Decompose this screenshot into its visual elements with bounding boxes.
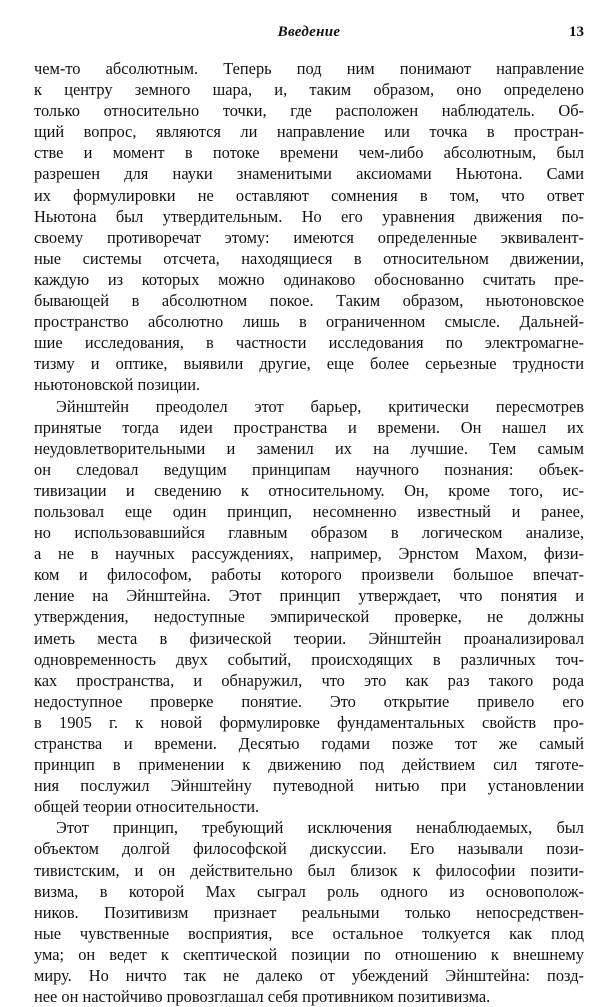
text-line: шие исследования, в частности исследования по электромагне- bbox=[34, 333, 584, 353]
text-line: бывающей в абсолютном покое. Таким образом, ньютоновское bbox=[34, 291, 584, 311]
text-line: нее он настойчиво провозглашал себя противником позитивизма. bbox=[34, 987, 491, 1007]
text-line: своему противоречат этому: имеются определенные эквивалент- bbox=[34, 227, 584, 247]
text-line: принцип в применении к движению под действием сил тяготе- bbox=[34, 755, 584, 775]
text-line: в 1905 г. к новой формулировке фундаментальных свойств про- bbox=[34, 712, 584, 732]
text-line: чем-то абсолютным. Теперь под ним понимают направление bbox=[34, 59, 584, 78]
text-line: миру. Но ничто так не далеко от убеждений Эйнштейна: позд- bbox=[34, 966, 584, 986]
text-line: ком и философом, работы которого произвели большое впечат- bbox=[34, 565, 584, 585]
text-line: щий вопрос, являются ли направление или точка в простран- bbox=[34, 122, 584, 142]
text-line: ках пространства, и обнаружил, что это как раз такого рода bbox=[34, 670, 584, 690]
text-line: ление на Эйнштейна. Этот принцип утверждает, что понятия и bbox=[34, 586, 584, 606]
text-line: Ньютона был утвердительным. Но его уравнения движения по- bbox=[34, 206, 584, 226]
text-line: но использовавшийся главным образом в логическом анализе, bbox=[34, 523, 584, 543]
text-line: ума; он ведет к скептической позиции по отношению к внешнему bbox=[34, 944, 584, 964]
text-line: недоступное проверке понятие. Это открытие привело его bbox=[34, 691, 584, 711]
text-line: странства и времени. Десятью годами позже тот же самый bbox=[34, 734, 584, 753]
text-line: визма, в которой Мах сыграл роль одного из основополож- bbox=[34, 881, 584, 901]
text-line: ников. Позитивизм признает реальными только непосредствен- bbox=[34, 902, 584, 922]
text-line: общей теории относительности. bbox=[34, 797, 260, 817]
text-line: только относительно точки, где расположен наблюдатель. Об- bbox=[34, 101, 584, 121]
text-line: объектом долгой философской дискуссии. Его называли пози- bbox=[34, 839, 584, 859]
text-line: одновременность двух событий, происходящих в различных точ- bbox=[34, 649, 584, 669]
text-line: к центру земного шара, и, таким образом, оно определено bbox=[34, 80, 584, 100]
page-number: 13 bbox=[569, 24, 584, 40]
text-line: их формулировки не оставляют сомнения в том, что ответ bbox=[34, 185, 584, 205]
text-line: тивистским, и он действительно был близок к философии позити- bbox=[34, 860, 584, 880]
text-line: Этот принцип, требующий исключения ненаблюдаемых, был bbox=[56, 818, 584, 838]
text-line: ньютоновской позиции. bbox=[34, 375, 201, 395]
text-line: принятые тогда идеи пространства и времени. Он нашел их bbox=[34, 417, 584, 437]
text-line: пользовал еще один принцип, несомненно известный и ранее, bbox=[34, 501, 584, 521]
text-line: иметь места в физической теории. Эйнштейн проанализировал bbox=[34, 628, 584, 648]
text-line: стве и момент в потоке времени чем-либо абсолютным, был bbox=[34, 143, 584, 163]
paragraph bbox=[34, 817, 584, 1007]
text-line: пространство абсолютно лишь в ограниченном смысле. Дальней- bbox=[34, 312, 584, 332]
text-line: ные системы отсчета, находящиеся в относительном движении, bbox=[34, 248, 584, 268]
body-text bbox=[34, 58, 584, 1007]
text-line: утверждения, недоступные эмпирической проверке, не должны bbox=[34, 607, 584, 627]
text-line: тизму и оптике, выявили другие, еще более серьезные трудности bbox=[34, 354, 584, 374]
text-line: каждую из которых можно одинаково обоснованно считать пре- bbox=[34, 269, 584, 289]
text-line: ния послужил Эйнштейну путеводной нитью при установлении bbox=[34, 776, 584, 796]
text-line: тивизации и сведению к относительному. Он, кроме того, ис- bbox=[34, 480, 584, 500]
text-line: разрешен для науки знаменитыми аксиомами Ньютона. Сами bbox=[34, 164, 584, 184]
text-line: ные чувственные восприятия, все остальное толкуется как плод bbox=[34, 923, 584, 943]
paragraph bbox=[34, 58, 584, 396]
text-line: неудовлетворительными и заменил их на лучшие. Тем самым bbox=[34, 438, 584, 458]
text-line: а не в научных рассуждениях, например, Эрнстом Махом, физи- bbox=[34, 544, 584, 564]
text-line: Эйнштейн преодолел этот барьер, критически пересмотрев bbox=[56, 396, 584, 416]
text-line: он следовал ведущим принципам научного познания: объек- bbox=[34, 459, 584, 479]
paragraph bbox=[34, 396, 584, 818]
running-head bbox=[34, 24, 584, 46]
running-title: Введение bbox=[277, 24, 341, 40]
